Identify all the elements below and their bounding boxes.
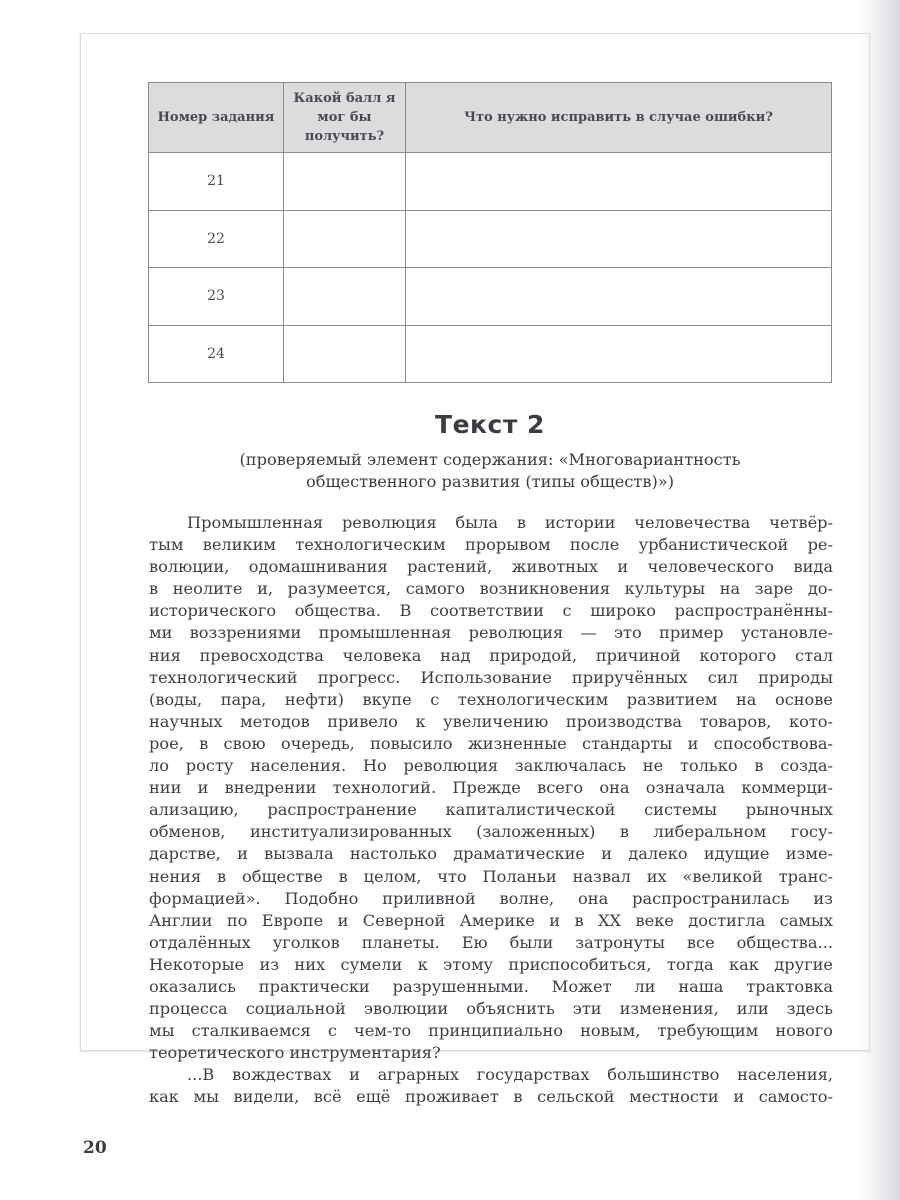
text-line: нения в обществе в целом, что Поланьи назвал их «великой транс- [149, 866, 833, 886]
text-line: ми воззрениями промышленная революция — это пример установле- [149, 623, 833, 643]
score-cell[interactable] [284, 210, 406, 268]
text-line: волюции, одомашнивания растений, животных и человеческого вида [149, 557, 833, 577]
section-subtitle [150, 449, 830, 493]
task-number-cell: 22 [149, 210, 284, 268]
text-line: рое, в свою очередь, повысило жизненные стандарты и способствова- [149, 733, 833, 753]
header-possible-score: Какой балл я мог бы получить? [284, 83, 406, 153]
table-header-row [149, 83, 832, 153]
fix-cell[interactable] [406, 210, 832, 268]
table-row [149, 210, 832, 268]
body-text [149, 512, 833, 1109]
text-line: теоретического инструментария? [149, 1043, 441, 1063]
text-line: ло росту населения. Но революция заключалась не только в созда- [149, 756, 833, 776]
text-line: ния превосходства человека над природой, причиной которого стал [149, 645, 833, 665]
text-line: дарстве, и вызвала настолько драматические и далеко идущие изме- [149, 844, 833, 864]
text-line: тым великим технологическим прорывом после урбанистической ре- [149, 535, 833, 555]
text-line: в неолите и, разумеется, самого возникновения культуры на заре до- [149, 579, 833, 599]
text-line: мы сталкиваемся с чем-то принципиально новым, требующим нового [149, 1021, 833, 1041]
text-line: процесса социальной эволюции объяснить эти изменения, или здесь [149, 999, 833, 1019]
fix-cell[interactable] [406, 268, 832, 326]
page-number: 20 [83, 1138, 107, 1158]
book-binding-shadow [860, 0, 900, 1200]
subtitle-line: общественного развития (типы обществ)») [305, 472, 675, 491]
text-line: ализацию, распространение капиталистической системы рыночных [149, 800, 833, 820]
fix-cell[interactable] [406, 153, 832, 211]
fix-cell[interactable] [406, 325, 832, 383]
table-row [149, 153, 832, 211]
task-number-cell: 21 [149, 153, 284, 211]
text-line: ...В вождествах и аграрных государствах большинство населения, [187, 1065, 833, 1085]
text-line: исторического общества. В соответствии с широко распространённы- [149, 601, 833, 621]
text-line: Некоторые из них сумели к этому приспособиться, тогда как другие [149, 954, 833, 974]
text-line: Англии по Европе и Северной Америке и в XX веке достигла самых [149, 910, 833, 930]
task-number-cell: 24 [149, 325, 284, 383]
text-line: (воды, пара, нефти) вкупе с технологическим развитием на основе [149, 689, 833, 709]
text-line: формацией». Подобно приливной волне, она распространилась из [149, 888, 833, 908]
text-line: нии и внедрении технологий. Прежде всего она означала коммерци- [149, 778, 833, 798]
text-line: технологический прогресс. Использование приручённых сил природы [149, 667, 833, 687]
text-line: обменов, институализированных (заложенных) в либеральном госу- [149, 822, 833, 842]
self-check-table [148, 82, 832, 383]
table-row [149, 325, 832, 383]
header-task-number: Номер задания [149, 83, 284, 153]
subtitle-line: (проверяемый элемент содержания: «Многовариантность [239, 450, 741, 469]
table-row [149, 268, 832, 326]
text-line: как мы видели, всё ещё проживает в сельской местности и самосто- [149, 1087, 833, 1107]
text-line: Промышленная революция была в истории человечества четвёр- [187, 513, 833, 532]
text-line: научных методов привело к увеличению производства товаров, кото- [149, 711, 833, 731]
section-title: Текст 2 [435, 410, 545, 439]
text-line: оказались практически разрушенными. Может ли наша трактовка [149, 976, 833, 996]
task-number-cell: 23 [149, 268, 284, 326]
score-cell[interactable] [284, 153, 406, 211]
text-line: отдалённых уголков планеты. Ею были затронуты все общества... [149, 932, 833, 952]
score-cell[interactable] [284, 268, 406, 326]
score-cell[interactable] [284, 325, 406, 383]
header-what-to-fix: Что нужно исправить в случае ошибки? [406, 83, 832, 153]
